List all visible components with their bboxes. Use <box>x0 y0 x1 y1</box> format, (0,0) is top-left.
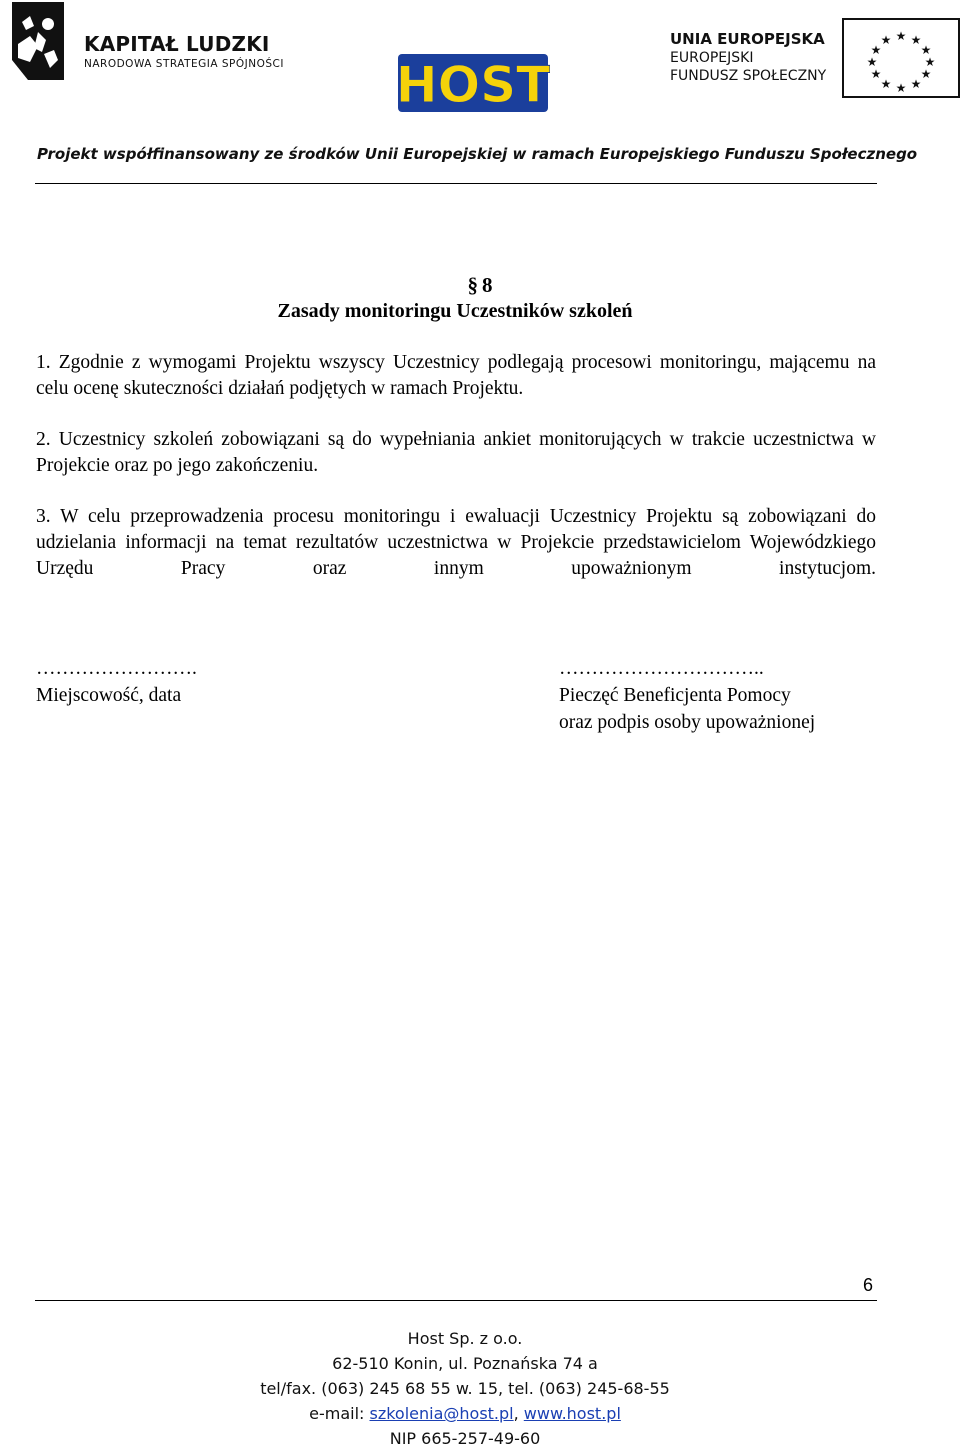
section-title: Zasady monitoringu Uczestników szkoleń <box>277 300 633 322</box>
signature-label-right-1: Pieczęć Beneficjenta Pomocy <box>559 685 791 706</box>
signature-place-date <box>36 655 197 709</box>
svg-text:★: ★ <box>880 33 892 47</box>
eu-flag-icon <box>842 18 960 98</box>
svg-text:★: ★ <box>866 55 878 69</box>
footer-contact <box>0 1401 930 1426</box>
host-logo-text: HOST <box>396 56 550 114</box>
section-heading <box>0 273 960 298</box>
eu-fund-line1: EUROPEJSKI <box>670 50 754 66</box>
section-number: 8 <box>482 273 493 297</box>
footer-nip: NIP 665-257-49-60 <box>389 1429 541 1448</box>
eu-fund-line2: FUNDUSZ SPOŁECZNY <box>670 68 827 84</box>
host-logo <box>396 50 550 116</box>
footer <box>0 1326 930 1451</box>
paragraph-3: 3. W celu przeprowadzenia procesu monitoringu i ewaluacji Uczestnicy Projektu są zobowiązani do udzielania informacji na temat rezultatów uczestnictwa w Projekcie przedstawicielom Wojewódzkiego Urzędu Pracy oraz innym upoważnionym instytucjom. <box>36 506 876 579</box>
svg-text:★: ★ <box>924 55 936 69</box>
footer-separator: , <box>513 1404 524 1423</box>
section-symbol: § <box>467 273 478 297</box>
website-link[interactable]: www.host.pl <box>523 1404 621 1423</box>
page-number: 6 <box>863 1275 874 1295</box>
svg-text:★: ★ <box>920 67 932 81</box>
header-divider <box>35 183 877 184</box>
svg-text:★: ★ <box>880 77 892 91</box>
footer-company: Host Sp. z o.o. <box>407 1329 523 1348</box>
svg-text:★: ★ <box>870 67 882 81</box>
svg-text:★: ★ <box>870 43 882 57</box>
svg-text:★: ★ <box>910 33 922 47</box>
kapital-ludzki-title: KAPITAŁ LUDZKI <box>84 32 270 56</box>
footer-divider <box>35 1300 877 1301</box>
footer-address: 62-510 Konin, ul. Poznańska 74 a <box>332 1354 598 1373</box>
svg-text:★: ★ <box>910 77 922 91</box>
footer-email-prefix: e-mail: <box>309 1404 370 1423</box>
project-cofinancing-line: Projekt współfinansowany ze środków Unii Europejskiej w ramach Europejskiego Funduszu Społecznego <box>37 145 918 163</box>
svg-text:★: ★ <box>895 81 907 95</box>
signature-dots-left: ……………………. <box>36 658 197 679</box>
kapital-ludzki-subtitle: NARODOWA STRATEGIA SPÓJNOŚCI <box>84 58 284 70</box>
signature-label-right-2: oraz podpis osoby upoważnionej <box>559 712 816 733</box>
kapital-ludzki-logo <box>8 2 66 80</box>
paragraph-1: 1. Zgodnie z wymogami Projektu wszyscy Uczestnicy podlegają procesowi monitoringu, mającemu na celu ocenę skuteczności działań podjętych w ramach Projektu. <box>36 352 876 399</box>
email-link[interactable]: szkolenia@host.pl <box>369 1404 514 1423</box>
signature-dots-right: ………………………….. <box>559 658 764 679</box>
footer-phones: tel/fax. (063) 245 68 55 w. 15, tel. (063) 245-68-55 <box>260 1379 670 1398</box>
eu-title: UNIA EUROPEJSKA <box>670 30 825 48</box>
signature-label-left: Miejscowość, data <box>36 685 182 706</box>
paragraph-2: 2. Uczestnicy szkoleń zobowiązani są do wypełniania ankiet monitorujących w trakcie uczestnictwa w Projekcie oraz po jego zakończeniu. <box>36 429 876 476</box>
signature-stamp <box>559 655 815 736</box>
svg-text:★: ★ <box>920 43 932 57</box>
svg-text:★: ★ <box>895 29 907 43</box>
